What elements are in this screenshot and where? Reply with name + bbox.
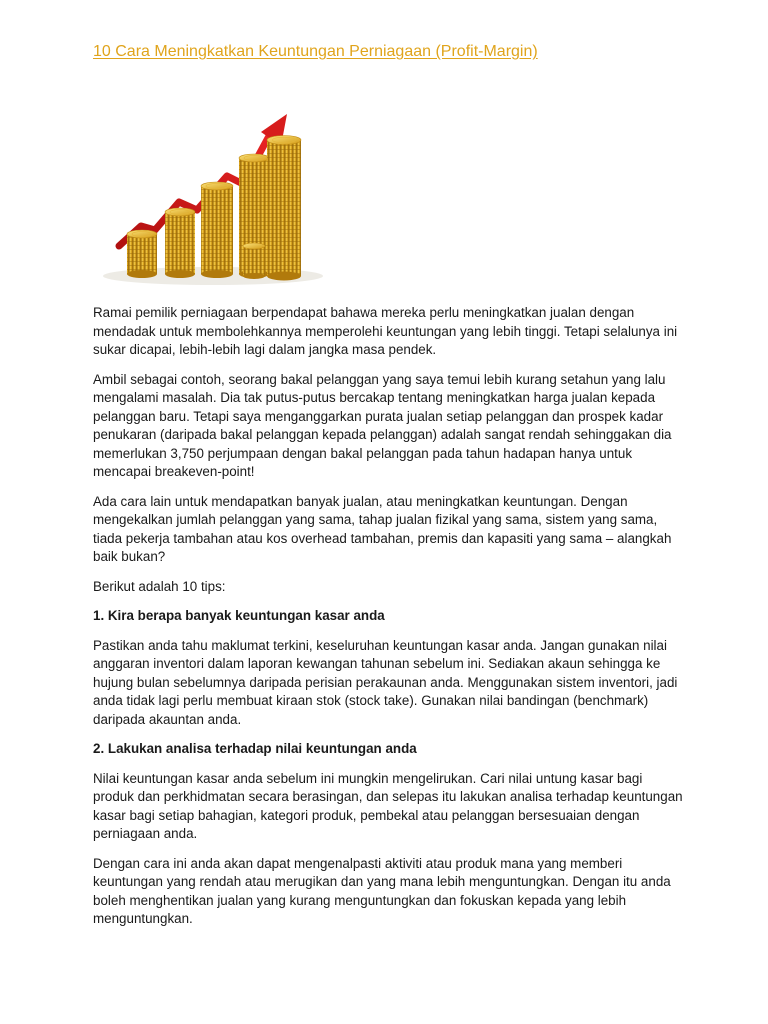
paragraph-example: Ambil sebagai contoh, seorang bakal pelanggan yang saya temui lebih kurang setahun yang lalu mengalami masalah. Dia tak putus-putus bercakap tentang meningkatkan harga jualan kepada pelanggan baru. Tetapi saya menganggarkan purata jualan setiap pelanggan dan prospek kadar penukaran (daripada bakal pelanggan kepada pelanggan) adalah sangat rendah sehinggakan dia memerlukan 3,750 perjumpaan dengan bakal pelanggan pada tahun hadapan hanya untuk mencapai breakeven-point! (93, 371, 672, 479)
paragraph-intro: Ramai pemilik perniagaan berpendapat bahawa mereka perlu meningkatkan jualan dengan mendadak untuk membolehkannya memperolehi keuntungan yang lebih tinggi. Tetapi selalunya ini sukar dicapai, lebih-lebih lagi dalam jangka masa pendek. (93, 305, 678, 357)
paragraph-alternative: Ada cara lain untuk mendapatkan banyak jualan, atau meningkatkan keuntungan. Dengan mengekalkan jumlah pelanggan yang sama, tahap jualan fizikal yang sama, sistem yang sama, tiada pekerja tambahan atau kos overhead tambahan, premis dan kapasiti yang sama – alangkah baik bukan? (93, 493, 672, 564)
tip-2-text: Nilai keuntungan kasar anda sebelum ini mungkin mengelirukan. Cari nilai untung kasar bagi produk dan perkhidmatan secara berasingan, dan selepas itu lakukan analisa terhadap keuntungan kasar bagi setiap bahagian, kategori produk, pembekal atau pelanggan bersesuaian dengan perniagaan anda. (93, 770, 683, 841)
paragraph-tips-intro: Berikut adalah 10 tips: (93, 578, 226, 594)
tip-1-heading: 1. Kira berapa banyak keuntungan kasar anda (93, 608, 385, 623)
tip-2-heading: 2. Lakukan analisa terhadap nilai keuntungan anda (93, 741, 417, 756)
page-title[interactable]: 10 Cara Meningkatkan Keuntungan Perniagaan (Profit-Margin) (93, 43, 538, 60)
tip-2-text-continued: Dengan cara ini anda akan dapat mengenalpasti aktiviti atau produk mana yang memberi keuntungan yang rendah atau merugikan dan yang mana lebih menguntungkan. Dengan itu anda boleh menghentikan jualan yang kurang menguntungkan dan fokuskan kepada yang lebih menguntungkan. (93, 855, 671, 926)
coins-growth-arrow-icon (93, 106, 333, 292)
tip-1-text: Pastikan anda tahu maklumat terkini, keseluruhan keuntungan kasar anda. Jangan gunakan nilai anggaran inventori dalam laporan kewangan tahunan sebelum ini. Sediakan akaun sehingga ke hujung bulan sebelumnya daripada perisian perakaunan anda. Menggunakan sistem inventori, jadi anda tidak lagi perlu membuat kiraan stok (stock take). Gunakan nilai bandingan (benchmark) daripada akauntan anda. (93, 637, 678, 727)
article-body (93, 304, 683, 940)
